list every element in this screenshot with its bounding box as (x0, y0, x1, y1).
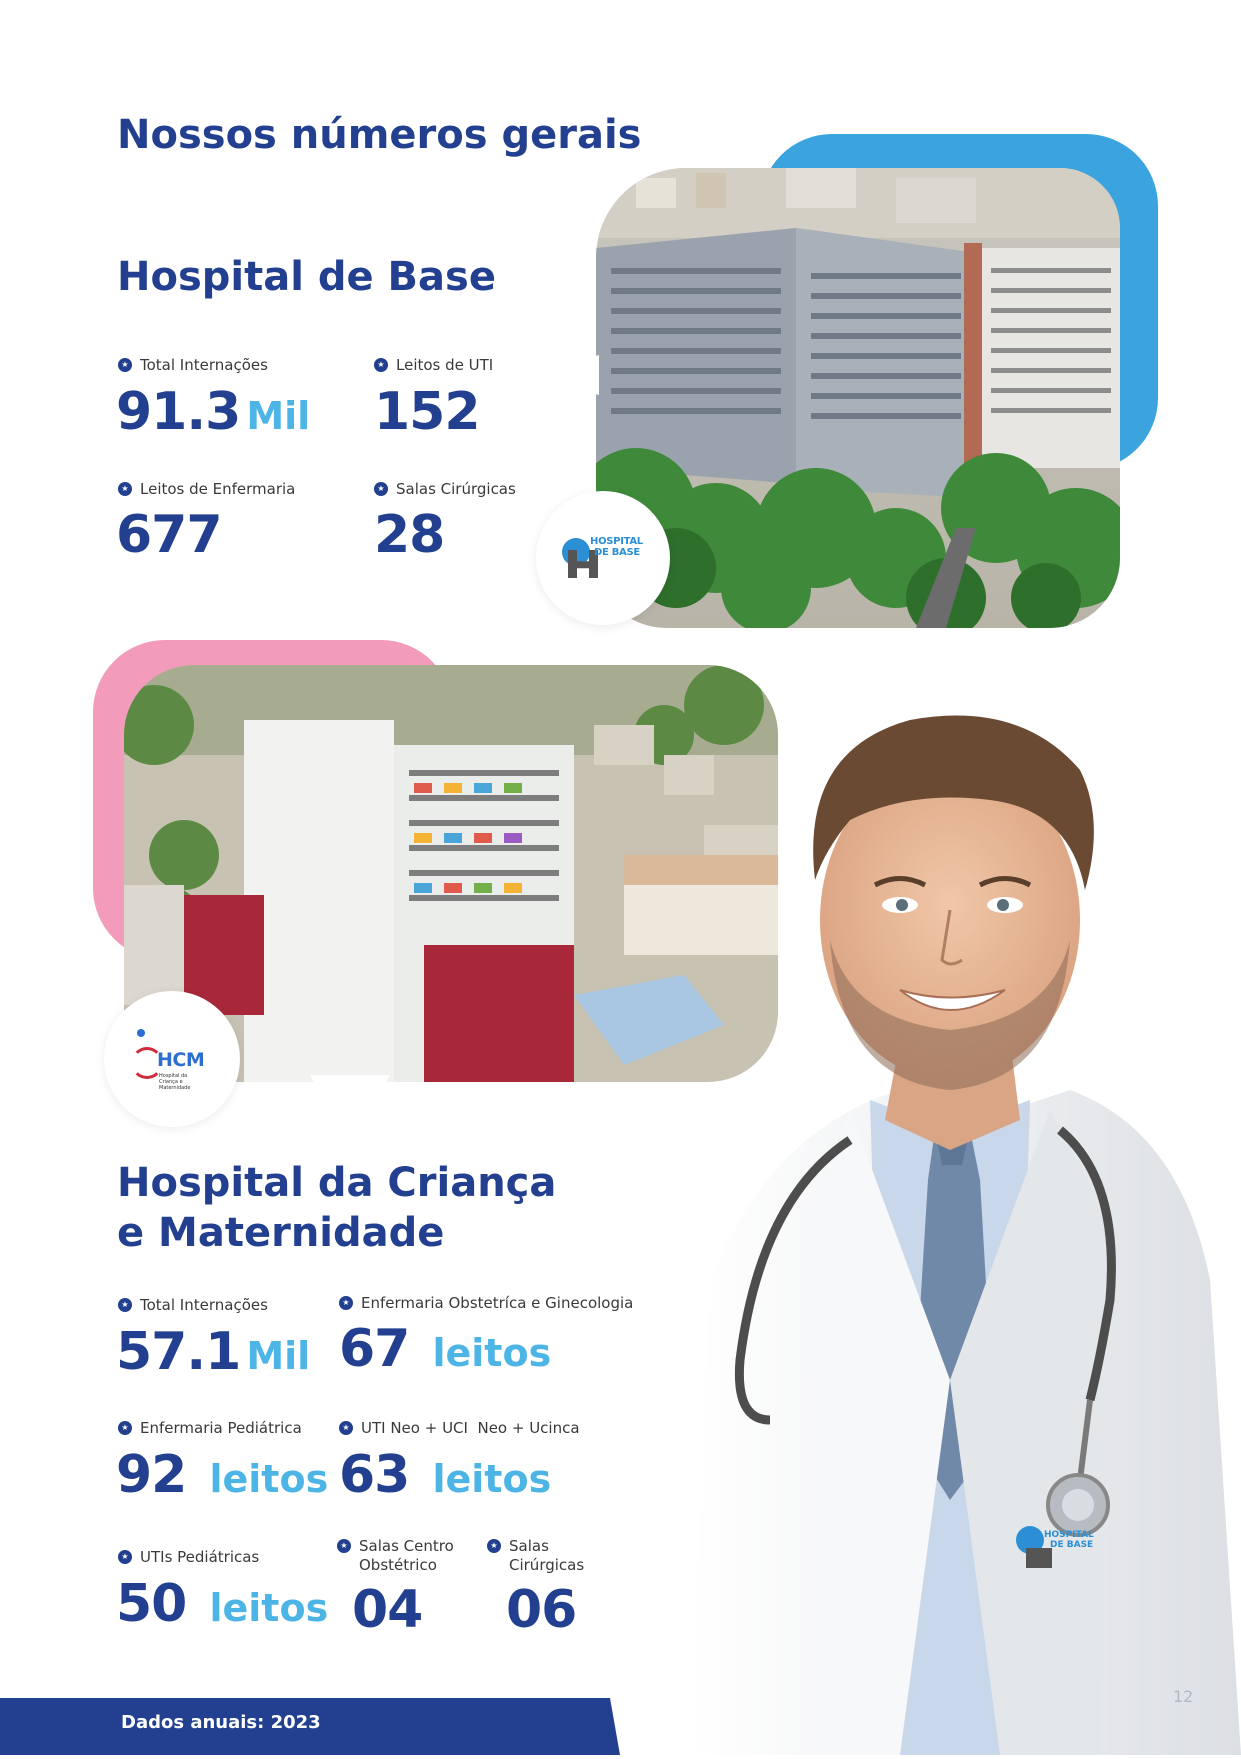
star-bullet-icon (339, 1421, 353, 1435)
hb-stat-value-salas: 28 (374, 505, 445, 565)
hcm-stat-label-utis-pediatricas: ★ UTIs Pediátricas (118, 1548, 259, 1566)
hb-speech-tail (527, 355, 599, 395)
star-bullet-icon (118, 1421, 132, 1435)
doctor-coat-logo-text: HOSPITAL DE BASE (1044, 1530, 1094, 1550)
hb-stat-label-enfermaria: ★ Leitos de Enfermaria (118, 480, 295, 498)
hb-logo-line1: HOSPITAL (590, 536, 643, 547)
hb-stat-label-salas: ★ Salas Cirúrgicas (374, 480, 516, 498)
hb-logo-line2: DE BASE (594, 547, 640, 558)
hb-logo-circle (536, 491, 670, 625)
hb-building-photo (596, 168, 1120, 628)
hcm-section-title-line1: Hospital da Criança (117, 1160, 557, 1206)
star-bullet-icon (118, 1550, 132, 1564)
star-bullet-icon (374, 358, 388, 372)
star-bullet-icon (374, 482, 388, 496)
hcm-stat-label-salas-cirurgicas: ★ Salas Cirúrgicas (487, 1537, 587, 1575)
hb-stat-value-enfermaria: 677 (116, 505, 222, 565)
hcm-stat-value-utis-pediatricas: 50 leitos (116, 1574, 329, 1634)
hcm-stat-value-pediatrica: 92 leitos (116, 1445, 329, 1505)
unit-leitos: leitos (209, 1586, 329, 1630)
hb-stat-value-internacoes: 91.3 Mil (116, 382, 311, 442)
unit-leitos: leitos (209, 1457, 329, 1501)
hcm-logo-circle (104, 991, 240, 1127)
page-number: 12 (1173, 1687, 1194, 1706)
footer-note: Dados anuais: 2023 (121, 1712, 321, 1733)
hcm-stat-label-centro-obstetrico: ★ Salas Centro Obstétrico (337, 1537, 457, 1575)
hcm-stat-label-obstetrica: ★ Enfermaria Obstetríca e Ginecologia (339, 1294, 633, 1312)
unit-mil: Mil (246, 394, 311, 438)
unit-leitos: leitos (432, 1457, 552, 1501)
hcm-stat-value-centro-obstetrico: 04 (352, 1580, 423, 1640)
hcm-logo-figure-icon (137, 1029, 145, 1037)
hb-section-title: Hospital de Base (117, 254, 496, 300)
star-bullet-icon (487, 1539, 501, 1553)
hb-stat-label-uti: ★ Leitos de UTI (374, 356, 493, 374)
hcm-stat-label-uti-neo: ★ UTI Neo + UCI Neo + Ucinca (339, 1419, 580, 1437)
unit-leitos: leitos (432, 1331, 552, 1375)
star-bullet-icon (339, 1296, 353, 1310)
star-bullet-icon (118, 482, 132, 496)
star-bullet-icon (118, 1298, 132, 1312)
hcm-stat-value-uti-neo: 63 leitos (339, 1445, 552, 1505)
hcm-stat-value-obstetrica: 67 leitos (339, 1319, 552, 1379)
hcm-speech-tail (310, 1075, 390, 1147)
hcm-logo-brand: HCM (157, 1049, 205, 1071)
hcm-stat-value-internacoes: 57.1 Mil (116, 1322, 311, 1382)
star-bullet-icon (118, 358, 132, 372)
hcm-stat-label-pediatrica: ★ Enfermaria Pediátrica (118, 1419, 302, 1437)
page-title: Nossos números gerais (117, 112, 642, 158)
hcm-section-title-line2: e Maternidade (117, 1210, 445, 1256)
hcm-logo-sub: Hospital da Criança e Maternidade (159, 1073, 191, 1091)
star-bullet-icon (337, 1539, 351, 1553)
hcm-logo (127, 1029, 217, 1089)
hospital-de-base-logo (560, 532, 646, 584)
unit-mil: Mil (246, 1334, 311, 1378)
hb-stat-value-uti: 152 (374, 382, 480, 442)
hb-stat-label-internacoes: ★ Total Internações (118, 356, 268, 374)
hcm-stat-value-salas-cirurgicas: 06 (506, 1580, 577, 1640)
hcm-stat-label-internacoes: ★ Total Internações (118, 1296, 268, 1314)
